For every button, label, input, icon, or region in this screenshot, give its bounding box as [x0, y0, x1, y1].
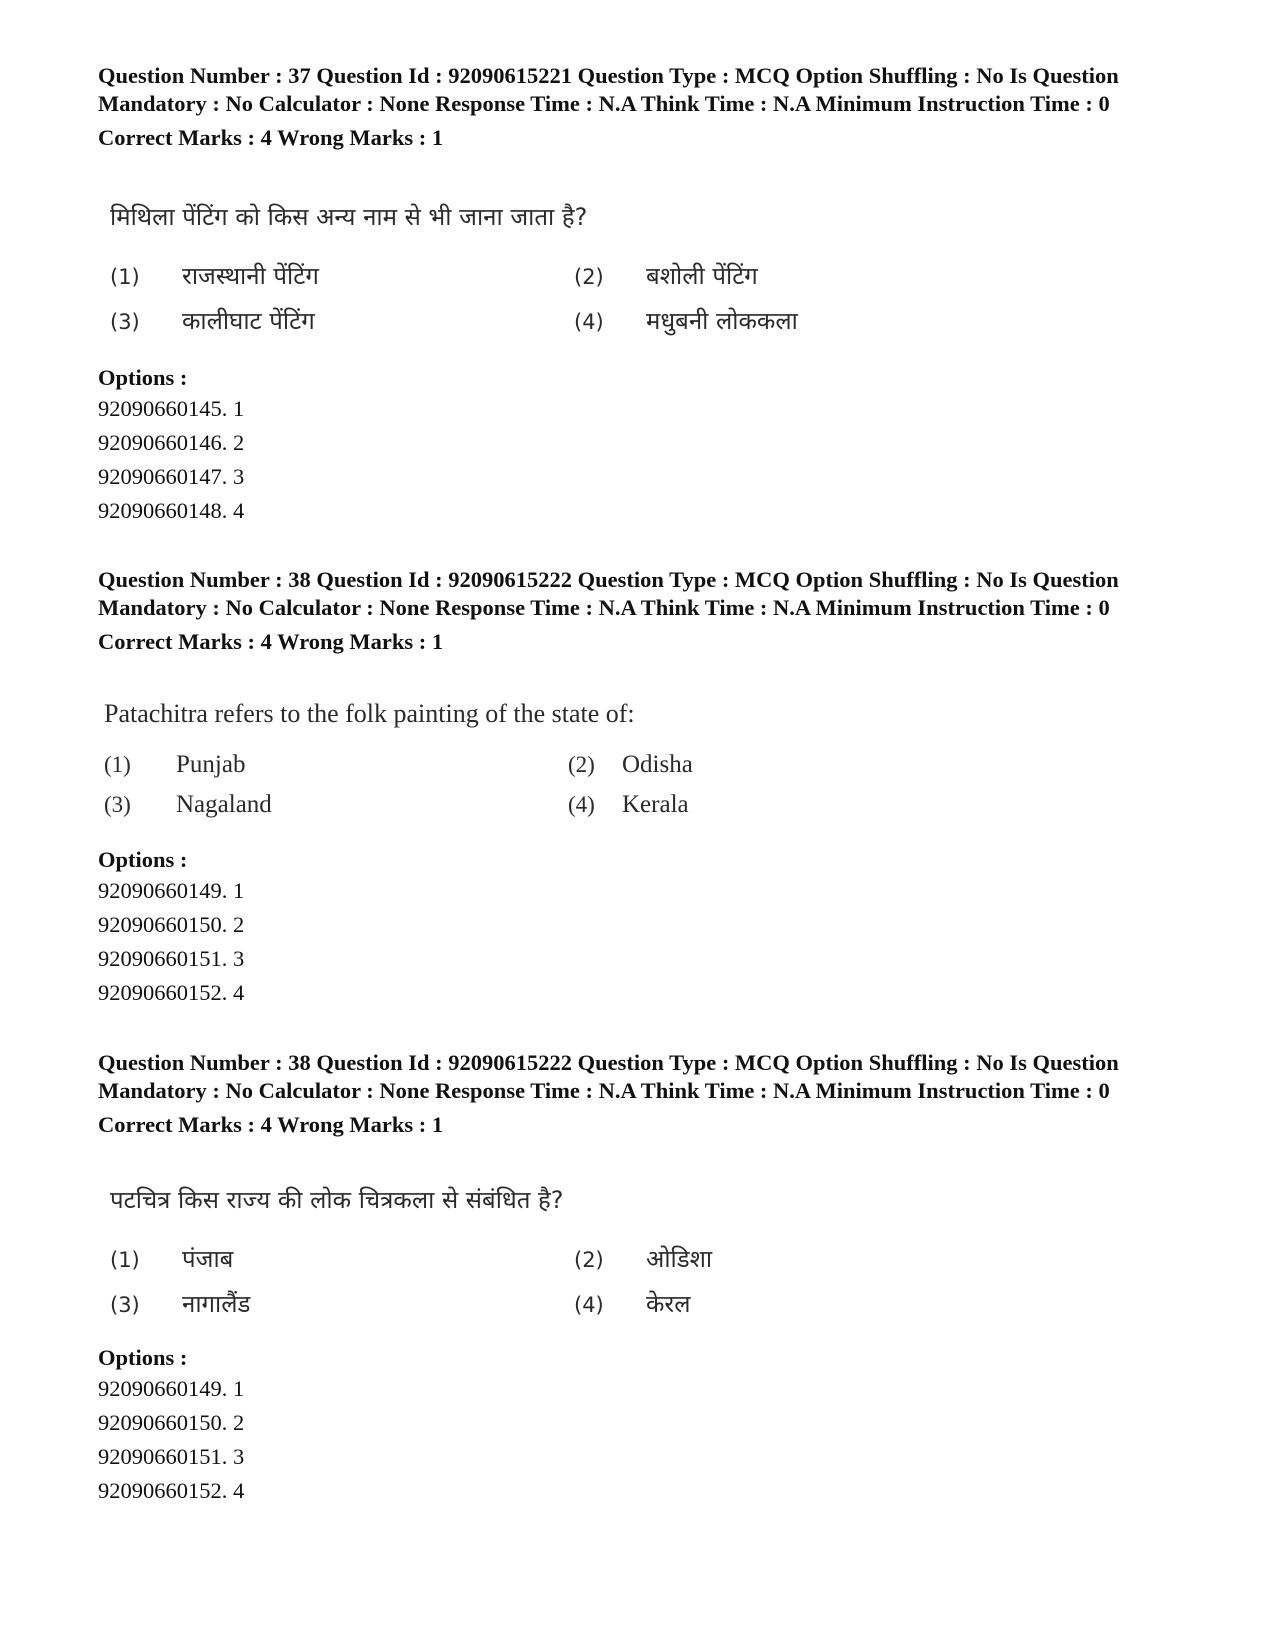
options-title: Options : [98, 847, 188, 872]
question-block-38-hindi [98, 1049, 1178, 1549]
choice-2 [574, 1242, 712, 1275]
question-block-38-english [98, 566, 1178, 1026]
choice-number: (2) [574, 1248, 604, 1272]
option-item: 92090660145. 1 [98, 396, 245, 421]
question-text: पटचित्र किस राज्य की लोक चित्रकला से संबंधित है? [110, 1186, 564, 1214]
choice-2 [568, 751, 693, 779]
choice-text: Kerala [622, 791, 689, 818]
choice-text: राजस्थानी पेंटिंग [182, 262, 319, 290]
options-list [98, 1372, 244, 1508]
choice-text: कालीघाट पेंटिंग [182, 307, 315, 335]
options-title: Options : [98, 1345, 188, 1370]
choice-text: बशोली पेंटिंग [646, 262, 758, 290]
choice-1 [110, 1242, 233, 1275]
option-item: 92090660150. 2 [98, 912, 245, 937]
choice-2 [574, 259, 758, 292]
choice-number: (3) [104, 792, 131, 817]
marks-line: Correct Marks : 4 Wrong Marks : 1 [98, 125, 444, 150]
marks-line: Correct Marks : 4 Wrong Marks : 1 [98, 1112, 444, 1137]
choice-number: (1) [110, 1248, 140, 1272]
choice-1 [104, 751, 245, 779]
choice-3 [104, 791, 272, 819]
question-header: Question Number : 38 Question Id : 92090615222 Question Type : MCQ Option Shuffling : No Is Question Mandatory : No Calculator : None Response Time : N.A Think Time : N.A Minimum Instruction Time : 0 [98, 567, 1119, 620]
question-text: Patachitra refers to the folk painting of the state of: [104, 699, 635, 728]
choice-number: (1) [104, 752, 131, 777]
choice-4 [574, 1287, 691, 1320]
option-item: 92090660152. 4 [98, 980, 245, 1005]
question-header: Question Number : 37 Question Id : 92090615221 Question Type : MCQ Option Shuffling : No Is Question Mandatory : No Calculator : None Response Time : N.A Think Time : N.A Minimum Instruction Time : 0 [98, 63, 1119, 116]
choice-3 [110, 304, 315, 337]
options-list [98, 392, 244, 528]
option-item: 92090660146. 2 [98, 430, 245, 455]
choice-text: Nagaland [176, 791, 272, 818]
choice-text: मधुबनी लोककला [646, 307, 798, 335]
choice-text: ओडिशा [646, 1245, 713, 1273]
option-item: 92090660151. 3 [98, 946, 245, 971]
choice-number: (4) [568, 792, 595, 817]
choice-number: (3) [110, 310, 140, 334]
choice-text: Punjab [176, 751, 246, 778]
option-item: 92090660148. 4 [98, 498, 245, 523]
choice-number: (4) [574, 1293, 604, 1317]
choice-text: Odisha [622, 751, 693, 778]
option-item: 92090660149. 1 [98, 1376, 245, 1401]
choice-number: (2) [574, 265, 604, 289]
options-list [98, 874, 244, 1010]
choice-number: (4) [574, 310, 604, 334]
question-block-37 [98, 62, 1178, 542]
choice-number: (1) [110, 265, 140, 289]
option-item: 92090660147. 3 [98, 464, 245, 489]
choice-4 [568, 791, 689, 819]
choice-text: केरल [646, 1290, 691, 1318]
options-title: Options : [98, 365, 188, 390]
choice-number: (3) [110, 1293, 140, 1317]
choice-text: नागालैंड [182, 1290, 251, 1318]
marks-line: Correct Marks : 4 Wrong Marks : 1 [98, 629, 444, 654]
choice-3 [110, 1287, 250, 1320]
question-header: Question Number : 38 Question Id : 92090615222 Question Type : MCQ Option Shuffling : No Is Question Mandatory : No Calculator : None Response Time : N.A Think Time : N.A Minimum Instruction Time : 0 [98, 1050, 1119, 1103]
choice-1 [110, 259, 319, 292]
question-text: मिथिला पेंटिंग को किस अन्य नाम से भी जाना जाता है? [110, 203, 588, 231]
option-item: 92090660149. 1 [98, 878, 245, 903]
option-item: 92090660152. 4 [98, 1478, 245, 1503]
choice-4 [574, 304, 798, 337]
option-item: 92090660151. 3 [98, 1444, 245, 1469]
choice-text: पंजाब [182, 1245, 234, 1273]
choice-number: (2) [568, 752, 595, 777]
option-item: 92090660150. 2 [98, 1410, 245, 1435]
